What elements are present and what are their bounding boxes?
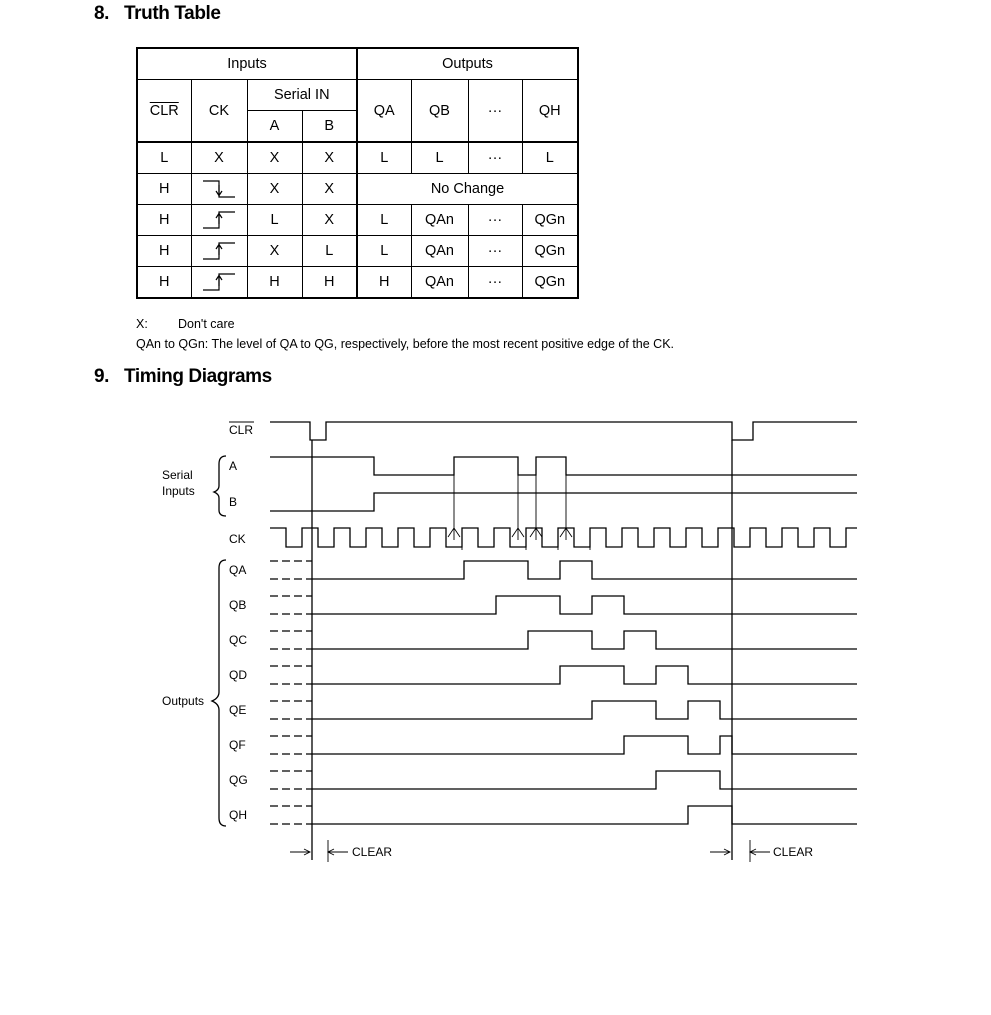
clr-signal-label: CLR [229, 423, 254, 437]
clr-cell: H [137, 267, 191, 299]
b-cell: L [302, 236, 357, 267]
clear-label-2: CLEAR [773, 845, 814, 859]
qe-signal-label: QE [229, 703, 247, 717]
qg-signal-label: QG [229, 773, 248, 787]
clr-column-header: $\overline{CLR}$ [137, 80, 191, 143]
qa-cell: L [357, 205, 411, 236]
table-row [137, 174, 578, 205]
qh-cell: QGn [522, 267, 578, 299]
ck-column-header: CK [191, 80, 247, 143]
falling-edge-icon [191, 174, 247, 205]
rising-edge-icon [191, 267, 247, 299]
a-cell: H [247, 267, 302, 299]
a-column-header: A [247, 111, 302, 143]
table-row [137, 236, 578, 267]
qh-cell: L [522, 142, 578, 174]
clear-dimension-arrow-2 [710, 840, 770, 862]
qb-cell: L [411, 142, 468, 174]
clear-label-1: CLEAR [352, 845, 393, 859]
clr-cell: H [137, 236, 191, 267]
qa-signal-label: QA [229, 563, 247, 577]
outputs-group-label: Outputs [162, 694, 205, 708]
qh-column-header: QH [522, 80, 578, 143]
qa-cell: L [357, 236, 411, 267]
section-number: 9. [94, 366, 110, 387]
qb-signal-label: QB [229, 598, 247, 612]
b-waveform [270, 493, 857, 511]
timing-heading [94, 366, 272, 388]
section-title: Truth Table [124, 3, 221, 24]
outputs-group-header: Outputs [357, 48, 578, 80]
qb-cell: QAn [411, 267, 468, 299]
qc-waveform [312, 631, 857, 649]
b-cell: H [302, 267, 357, 299]
section-title: Timing Diagrams [124, 366, 272, 387]
table-row [137, 267, 578, 299]
clear-dimension-arrow-1 [290, 840, 348, 862]
a-cell: X [247, 142, 302, 174]
ellipsis-cell: ··· [468, 205, 522, 236]
qb-waveform [312, 596, 857, 614]
no-change-cell: No Change [357, 174, 578, 205]
qd-signal-label: QD [229, 668, 247, 682]
ellipsis-cell: ··· [468, 236, 522, 267]
qa-cell: H [357, 267, 411, 299]
serial-brace [214, 456, 226, 516]
ellipsis-cell: ··· [468, 267, 522, 299]
clr-cell: H [137, 174, 191, 205]
qa-column-header: QA [357, 80, 411, 143]
qa-cell: L [357, 142, 411, 174]
a-signal-label: A [229, 459, 238, 473]
inputs-group-header: Inputs [137, 48, 357, 80]
ck-cell: X [191, 142, 247, 174]
ellipsis-column-header: ··· [468, 80, 522, 143]
table-row [137, 142, 578, 174]
qa-waveform [312, 561, 857, 579]
qg-waveform [312, 771, 857, 789]
table-row [137, 205, 578, 236]
clr-cell: L [137, 142, 191, 174]
ck-waveform [270, 528, 857, 547]
qb-cell: QAn [411, 236, 468, 267]
qf-signal-label: QF [229, 738, 246, 752]
clr-waveform [270, 422, 857, 440]
note-key: X: [136, 317, 148, 331]
b-column-header: B [302, 111, 357, 143]
timing-diagram [0, 400, 991, 870]
qc-signal-label: QC [229, 633, 247, 647]
truth-table [136, 47, 579, 299]
section-number: 8. [94, 3, 110, 24]
clr-cell: H [137, 205, 191, 236]
ck-signal-label: CK [229, 532, 246, 546]
b-signal-label: B [229, 495, 238, 509]
qh-signal-label: QH [229, 808, 247, 822]
qf-waveform [312, 736, 857, 754]
serial-in-header: Serial IN [247, 80, 357, 111]
serial-group-label: Serial [162, 468, 193, 482]
a-cell: X [247, 174, 302, 205]
qe-waveform [312, 701, 857, 719]
qh-cell: QGn [522, 205, 578, 236]
qb-cell: QAn [411, 205, 468, 236]
qb-column-header: QB [411, 80, 468, 143]
qh-cell: QGn [522, 236, 578, 267]
b-cell: X [302, 205, 357, 236]
qd-waveform [312, 666, 857, 684]
inputs-group-label: Inputs [162, 484, 195, 498]
outputs-brace [212, 560, 226, 826]
note-dont-care [136, 317, 235, 331]
note-text: Don't care [178, 317, 235, 331]
a-cell: L [247, 205, 302, 236]
truth-table-heading [94, 3, 221, 25]
a-waveform [270, 457, 857, 475]
qh-waveform [312, 806, 857, 824]
b-cell: X [302, 142, 357, 174]
b-cell: X [302, 174, 357, 205]
rising-edge-icon [191, 236, 247, 267]
rising-edge-icon [191, 205, 247, 236]
a-cell: X [247, 236, 302, 267]
ellipsis-cell: ··· [468, 142, 522, 174]
note-qan: QAn to QGn: The level of QA to QG, respectively, before the most recent positive edge of the CK. [136, 337, 675, 351]
